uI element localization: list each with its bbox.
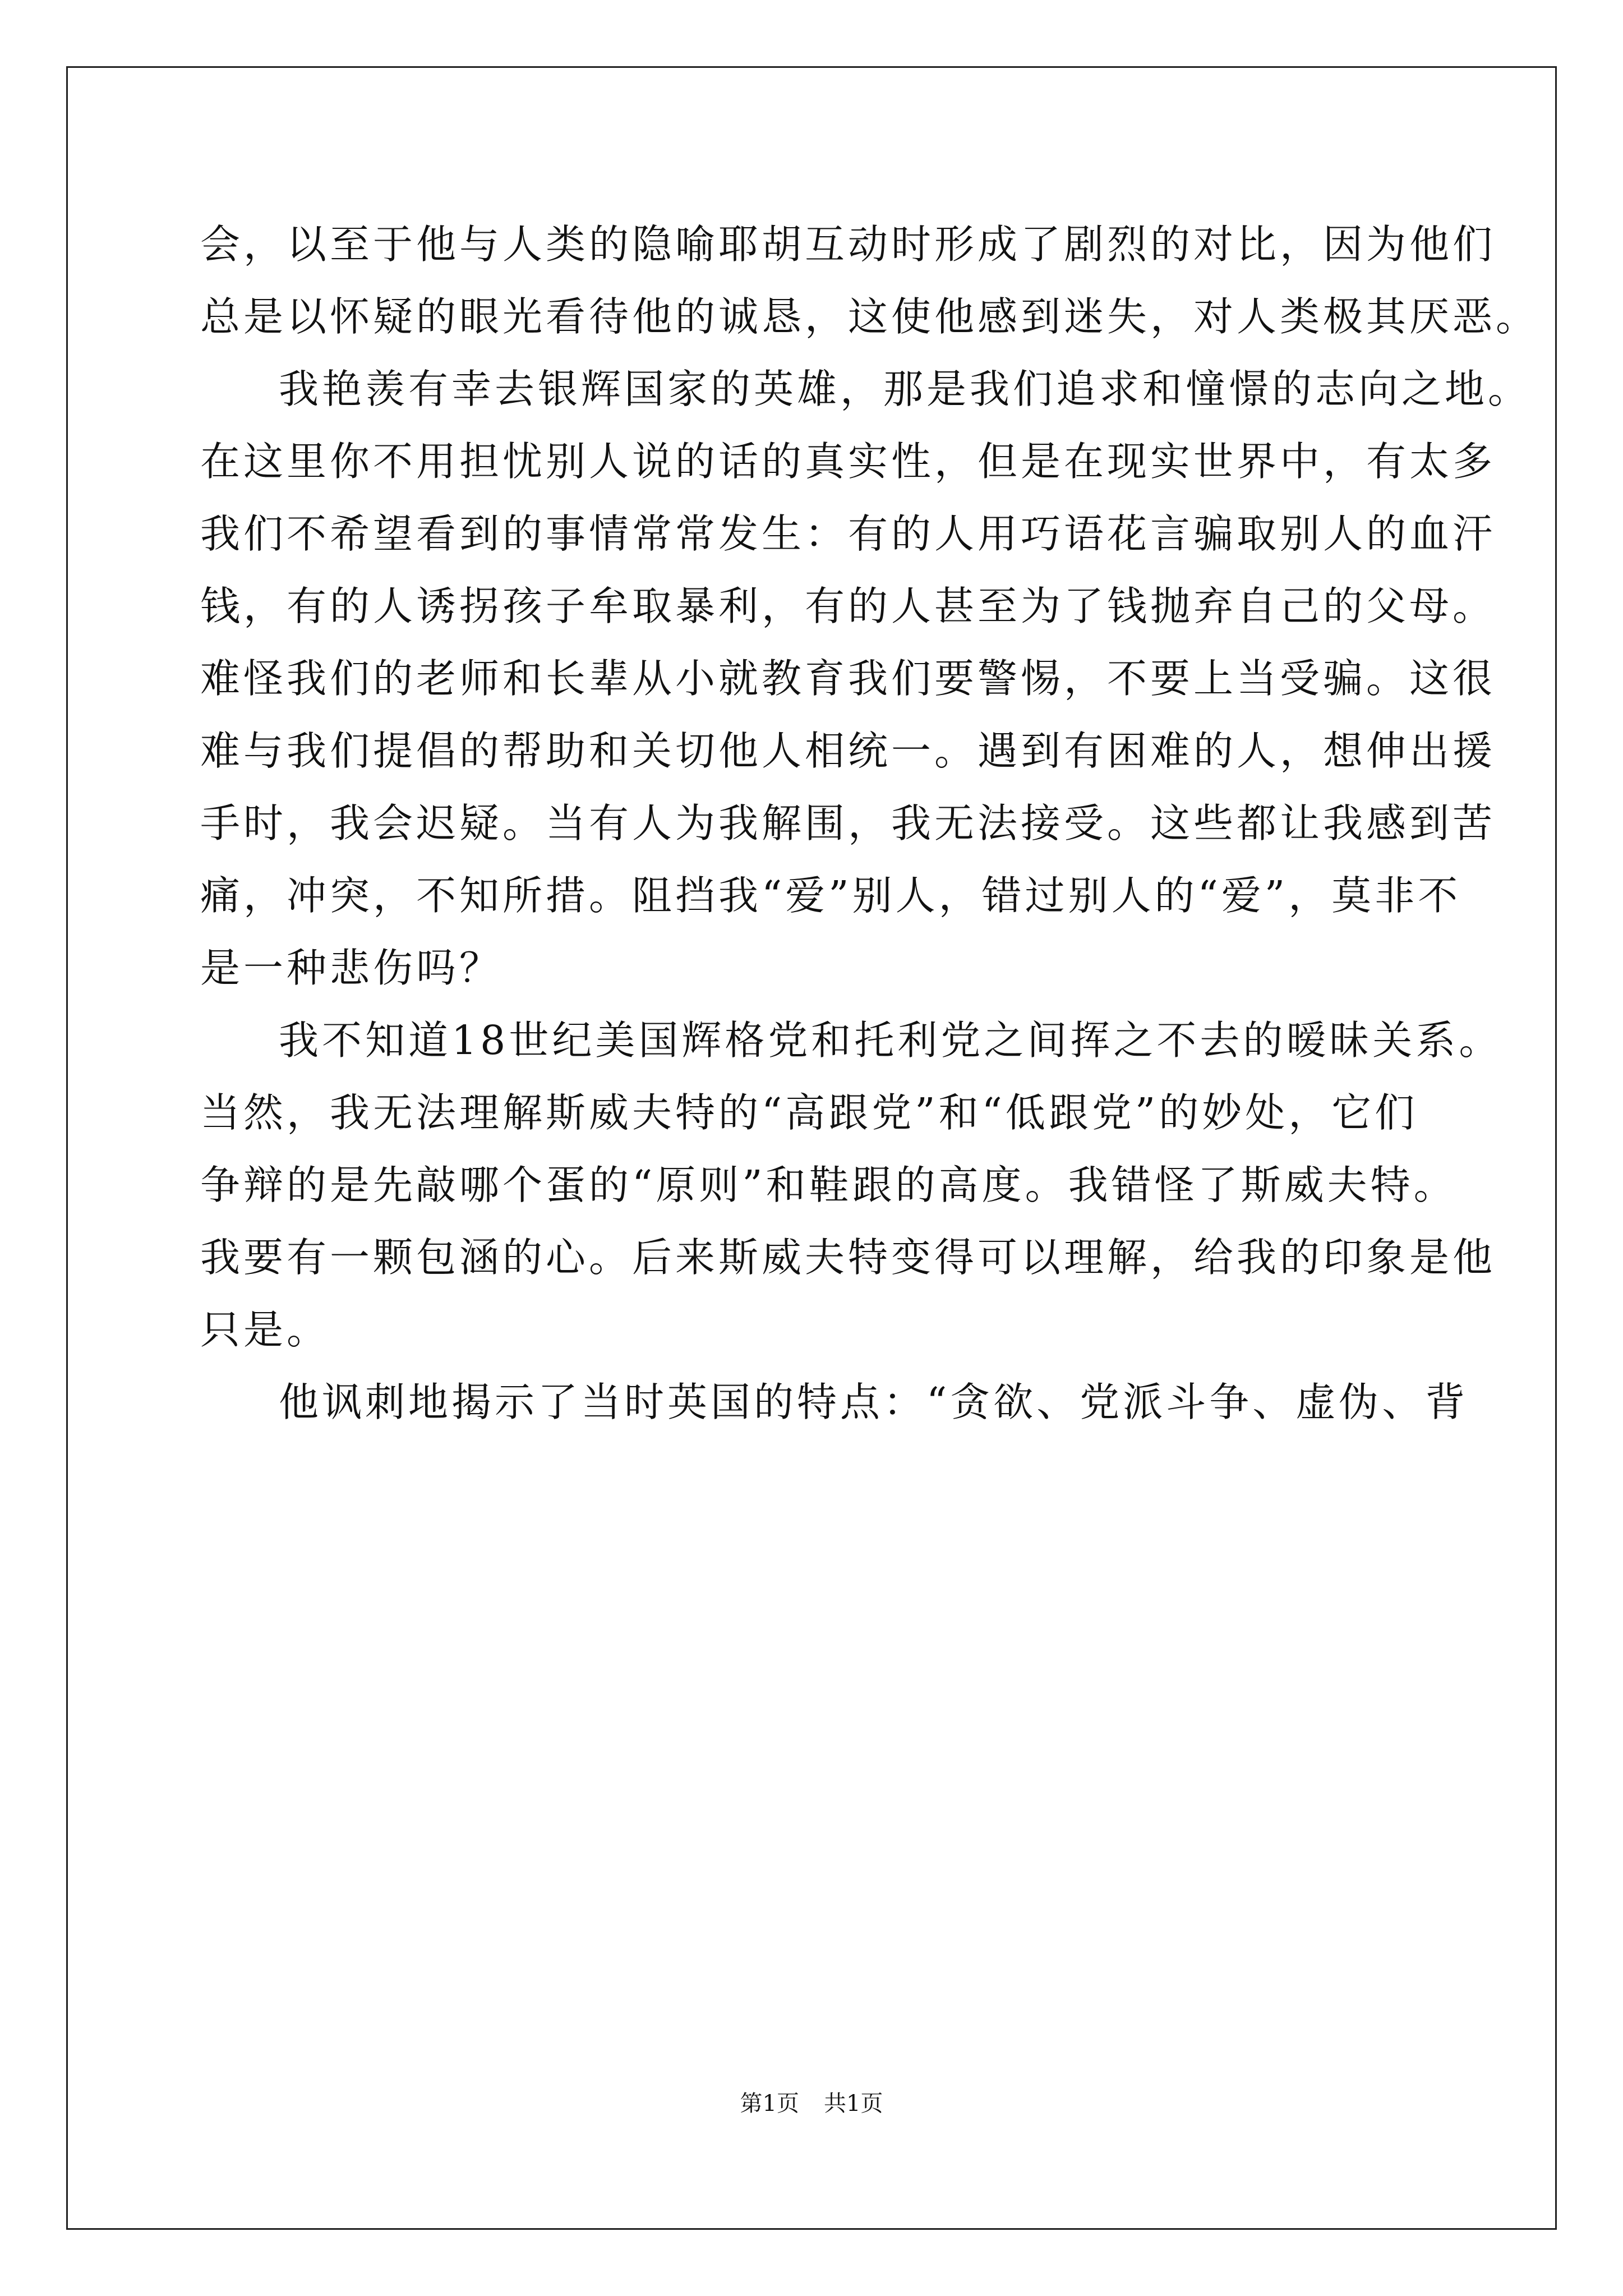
page-footer [0, 2087, 1623, 2120]
body-line: 当然，我无法理解斯威夫特的“高跟党”和“低跟党”的妙处，它们 [200, 1089, 1418, 1136]
body-line: 手时，我会迟疑。当有人为我解围，我无法接受。这些都让我感到苦 [200, 800, 1496, 846]
paragraph-first-line: 他讽刺地揭示了当时英国的特点：“贪欲、党派斗争、虚伪、背 [279, 1379, 1469, 1425]
body-line: 总是以怀疑的眼光看待他的诚恳，这使他感到迷失，对人类极其厌恶。 [200, 293, 1539, 340]
body-line: 会，以至于他与人类的隐喻耶胡互动时形成了剧烈的对比，因为他们 [200, 221, 1496, 268]
body-line: 争辩的是先敲哪个蛋的“原则”和鞋跟的高度。我错怪了斯威夫特。 [200, 1162, 1457, 1208]
body-line: 难与我们提倡的帮助和关切他人相统一。遇到有困难的人，想伸出援 [200, 728, 1496, 774]
body-line: 是一种悲伤吗？ [200, 945, 503, 991]
paragraph-first-line: 我艳羡有幸去银辉国家的英雄，那是我们追求和憧憬的志向之地。 [279, 366, 1532, 412]
body-line: 我要有一颗包涵的心。后来斯威夫特变得可以理解，给我的印象是他 [200, 1234, 1496, 1281]
body-line: 难怪我们的老师和长辈从小就教育我们要警惕，不要上当受骗。这很 [200, 655, 1496, 702]
body-line: 我们不希望看到的事情常常发生：有的人用巧语花言骗取别人的血汗 [200, 510, 1496, 557]
page-total: 共1页 [824, 2091, 883, 2116]
page-number: 第1页 [740, 2091, 799, 2116]
body-line: 痛，冲突，不知所措。阻挡我“爱”别人，错过别人的“爱”，莫非不 [200, 872, 1461, 919]
body-line: 在这里你不用担忧别人说的话的真实性，但是在现实世界中，有太多 [200, 438, 1496, 485]
body-line: 钱，有的人诱拐孩子牟取暴利，有的人甚至为了钱抛弃自己的父母。 [200, 583, 1496, 629]
paragraph-first-line: 我不知道18世纪美国辉格党和托利党之间挥之不去的暧昧关系。 [279, 1017, 1502, 1064]
body-line: 只是。 [200, 1306, 330, 1353]
